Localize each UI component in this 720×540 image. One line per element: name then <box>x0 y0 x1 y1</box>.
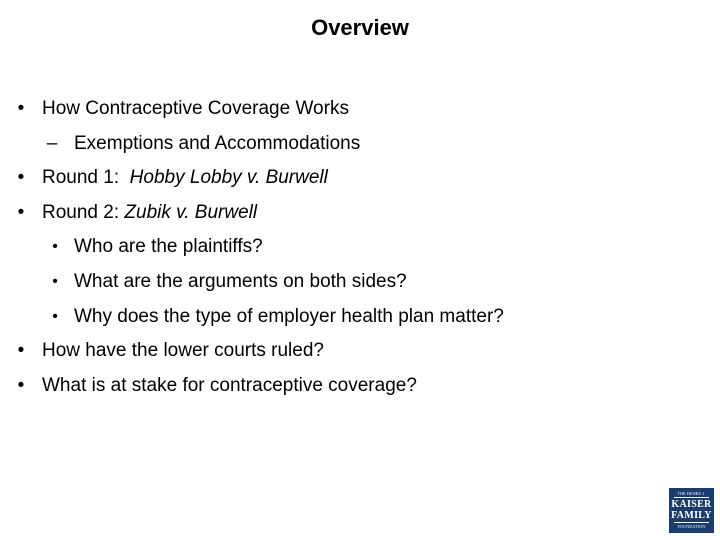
case-name: Zubik v. Burwell <box>124 201 258 223</box>
bullet-text: Why does the type of employer health plan matter? <box>74 305 504 327</box>
logo-rule <box>674 497 709 498</box>
logo-text-family: FAMILY <box>671 510 712 521</box>
bullet-item-lower-courts <box>0 334 700 369</box>
bullet-marker: • <box>52 238 58 256</box>
bullet-prefix: Round 1: <box>42 167 130 189</box>
logo-text-kaiser: KAISER <box>671 499 712 510</box>
bullet-marker: • <box>17 374 25 396</box>
bullet-item-exemptions <box>0 127 700 162</box>
dash-marker: – <box>46 132 58 154</box>
bullet-text: What is at stake for contraceptive coverage? <box>42 374 417 396</box>
bullet-text: What are the arguments on both sides? <box>74 270 407 292</box>
bullet-text: Exemptions and Accommodations <box>74 132 361 154</box>
bullet-item-round-1 <box>0 161 700 196</box>
bullet-marker: • <box>17 167 25 189</box>
bullet-text: How Contraceptive Coverage Works <box>42 98 349 119</box>
logo-text-top: THE HENRY J. <box>677 491 706 496</box>
bullet-item-at-stake <box>0 369 700 404</box>
bullet-marker: • <box>17 201 25 223</box>
slide-title: Overview <box>311 15 409 40</box>
logo-rule <box>674 522 709 523</box>
bullet-marker: • <box>52 272 58 290</box>
bullet-text: How have the lower courts ruled? <box>42 340 324 362</box>
bullet-list <box>0 92 700 403</box>
kaiser-family-foundation-logo <box>669 488 714 533</box>
bullet-item-arguments <box>0 265 700 300</box>
bullet-marker: • <box>17 340 25 362</box>
bullet-marker: • <box>17 98 25 119</box>
bullet-item-round-2 <box>0 196 700 231</box>
case-name: Hobby Lobby v. Burwell <box>129 167 328 189</box>
logo-text-bottom: FOUNDATION <box>677 524 706 529</box>
bullet-item-how-coverage-works <box>0 92 700 127</box>
bullet-item-employer-plan <box>0 300 700 335</box>
bullet-item-plaintiffs <box>0 230 700 265</box>
bullet-prefix: Round 2: <box>42 201 125 223</box>
bullet-marker: • <box>52 307 58 325</box>
bullet-text: Who are the plaintiffs? <box>74 236 263 258</box>
